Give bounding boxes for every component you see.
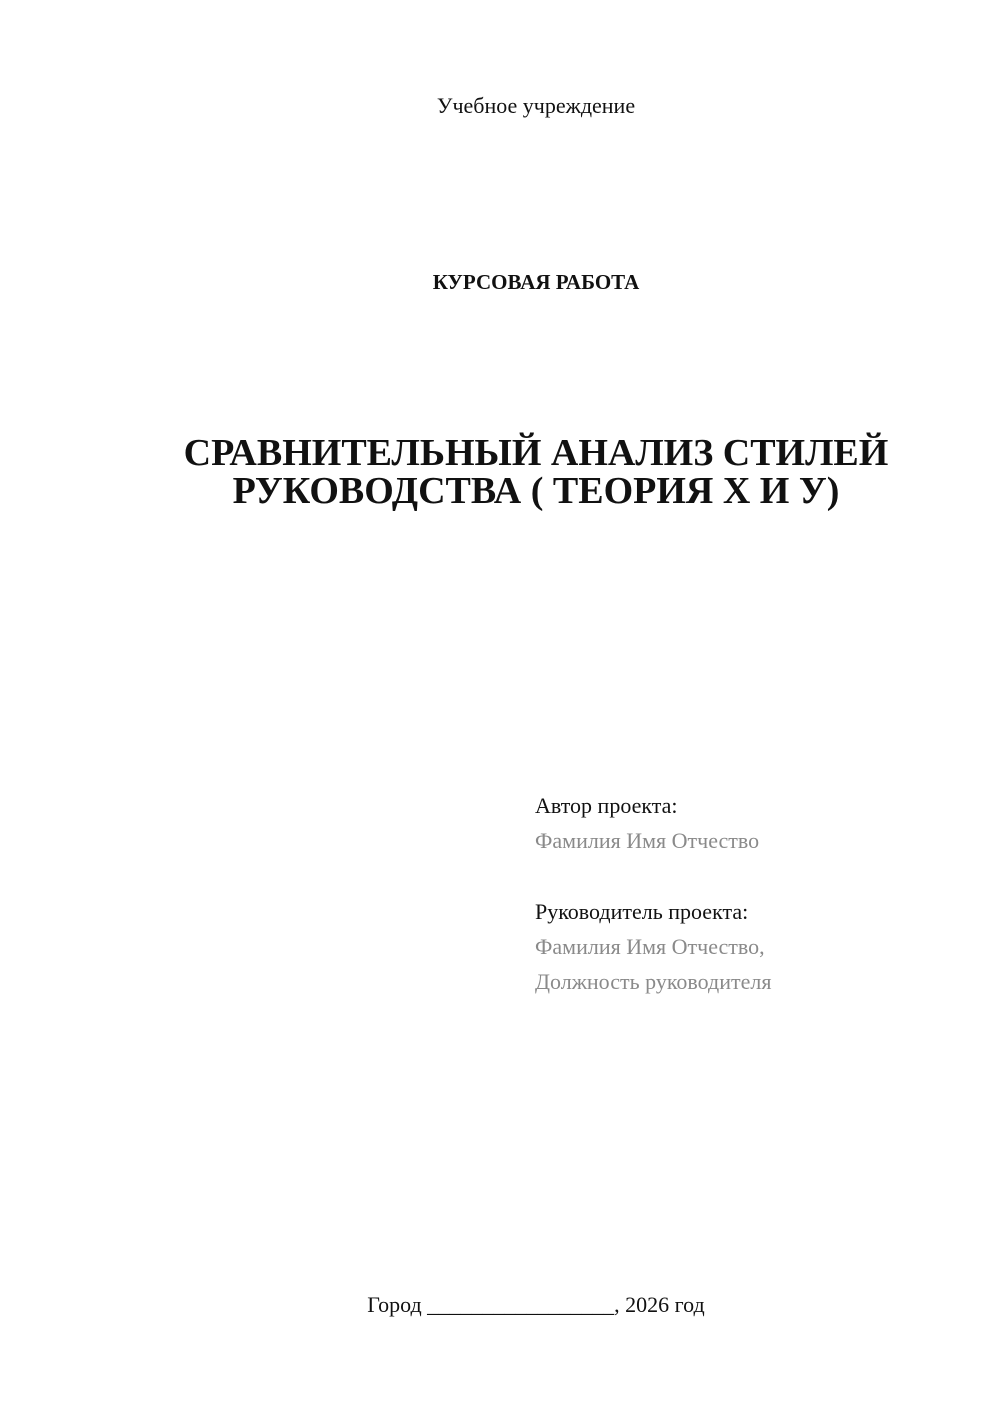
supervisor-name: Фамилия Имя Отчество, (535, 934, 765, 959)
supervisor-label: Руководитель проекта: (535, 899, 749, 924)
author-label: Автор проекта: (535, 793, 678, 818)
supervisor-position: Должность руководителя (535, 969, 772, 994)
city-year-line: Город _________________, 2026 год (367, 1292, 705, 1317)
author-name: Фамилия Имя Отчество (535, 828, 760, 853)
institution-name: Учебное учреждение (436, 93, 636, 118)
info-spacer (535, 858, 955, 894)
document-title-line-2: РУКОВОДСТВА ( ТЕОРИЯ Х И У) (232, 470, 840, 512)
project-info (535, 788, 955, 999)
work-type-heading: КУРСОВАЯ РАБОТА (432, 270, 640, 294)
document-title (150, 434, 922, 510)
document-title-line-1: СРАВНИТЕЛЬНЫЙ АНАЛИЗ СТИЛЕЙ (183, 432, 889, 474)
